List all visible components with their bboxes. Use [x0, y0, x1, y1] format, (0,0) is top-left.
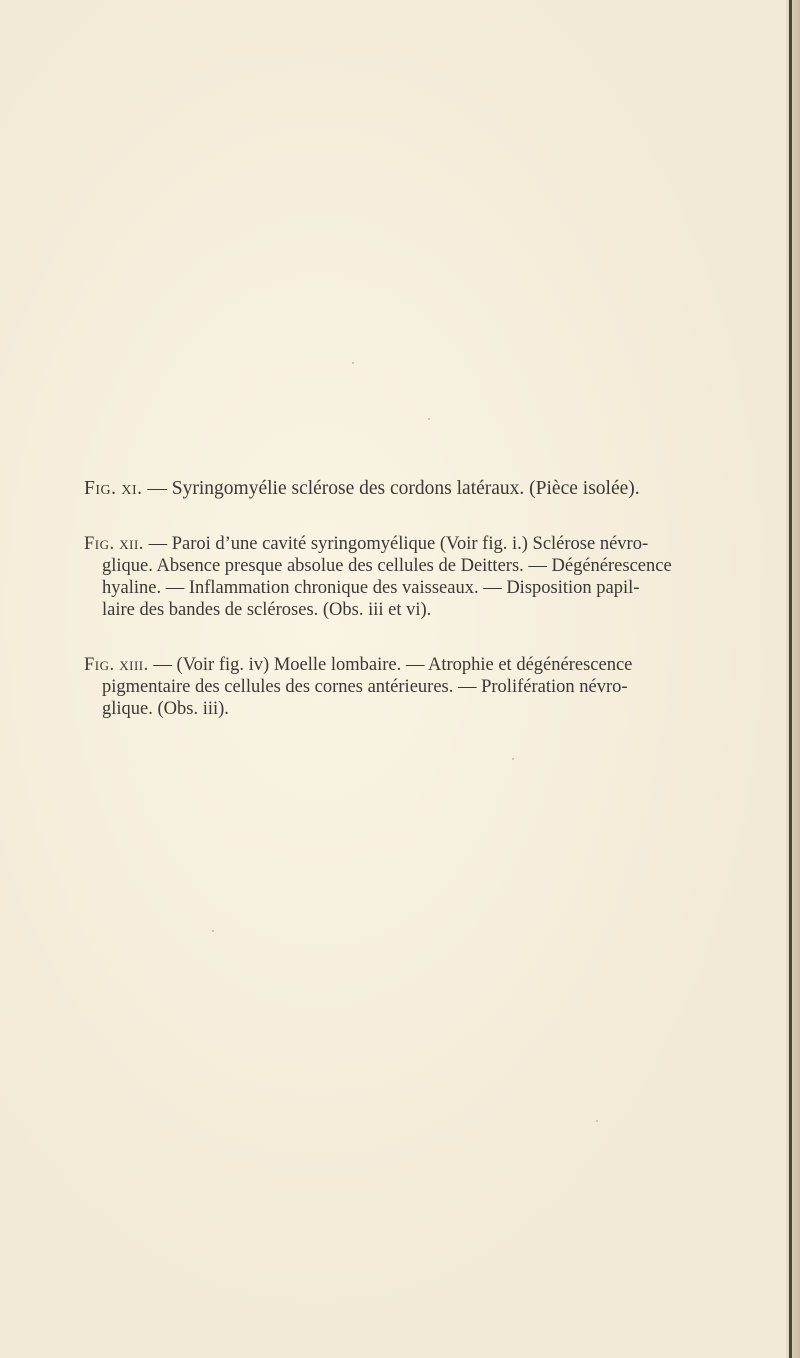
caption-line: glique. Absence presque absolue des cellules de Deitters. — Dégénérescence: [102, 556, 672, 576]
caption-line: pigmentaire des cellules des cornes antérieures. — Prolifération névro-: [102, 677, 628, 697]
paper-speck: [512, 758, 514, 760]
figure-numeral: xiii.: [119, 655, 149, 675]
paper-speck: [428, 418, 430, 420]
caption-line: glique. (Obs. iii).: [102, 699, 229, 719]
caption-line: [84, 533, 724, 555]
figure-caption-xii: [84, 533, 724, 621]
paper-speck: [212, 930, 214, 932]
figure-caption-xi: [84, 478, 724, 500]
figure-numeral: xi.: [121, 478, 143, 499]
caption-line: [84, 478, 724, 500]
figure-numeral: xii.: [119, 534, 144, 554]
caption-line: laire des bandes de scléroses. (Obs. iii et vi).: [102, 600, 432, 620]
caption-text: — Syringomyélie sclérose des cordons latéraux. (Pièce isolée).: [147, 478, 640, 499]
figure-label: Fig.: [84, 534, 115, 554]
paper-speck: [596, 1120, 598, 1122]
caption-line: [84, 654, 724, 676]
figure-label: Fig.: [84, 655, 115, 675]
caption-line: hyaline. — Inflammation chronique des vaisseaux. — Disposition papil-: [102, 578, 640, 598]
page-binding-line: [789, 0, 792, 1358]
figure-caption-xiii: [84, 654, 724, 720]
figure-label: Fig.: [84, 478, 117, 499]
paper-speck: [352, 362, 354, 364]
caption-text: — (Voir fig. iv) Moelle lombaire. — Atrophie et dégénérescence: [153, 655, 633, 675]
caption-text: — Paroi d’une cavité syringomyélique (Voir fig. i.) Sclérose névro-: [148, 534, 649, 554]
